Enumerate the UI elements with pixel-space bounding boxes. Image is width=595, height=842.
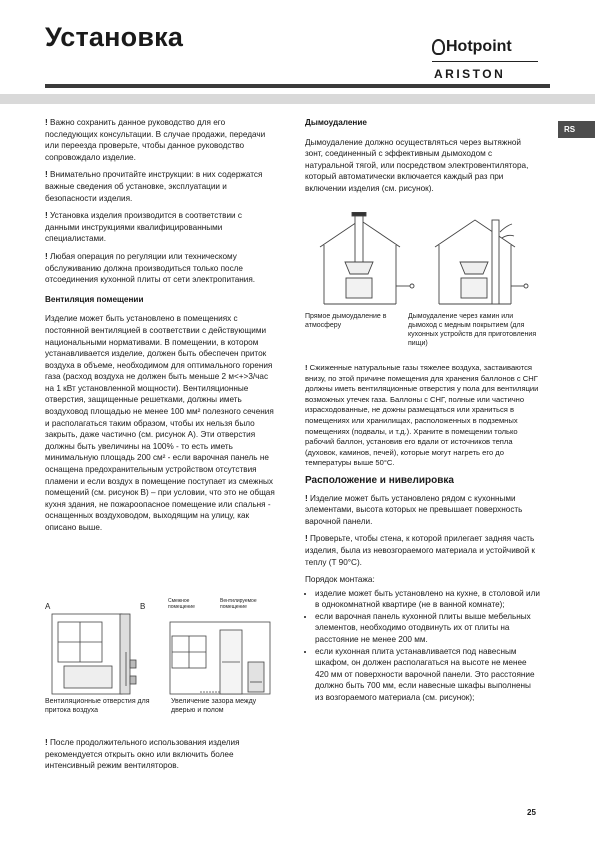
smoke-figures <box>305 212 545 362</box>
ventilation-illustration <box>50 612 275 697</box>
smoke-illustration <box>310 212 540 310</box>
right-column-lower <box>305 363 540 704</box>
placement-heading: Расположение и нивелировка <box>305 474 454 486</box>
placement-warning-2: ! Проверьте, чтобы стена, к которой прилегает задняя часть изделия, была из невозгораемого материала и устойчивой к теплу (T 90°C). <box>305 534 536 567</box>
brand-sub: ARISTON <box>434 67 506 81</box>
figure-a-label: A <box>45 602 51 611</box>
figure-b-caption: Увеличение зазора между дверью и полом <box>171 698 257 714</box>
ventilation-text: Изделие может быть установлено в помещениях с постоянной вентиляцией в соответствии с действующими национальными нормативами. В помещении, в котором устанавливается изделие, должен быть обеспечен приток воздуха в объеме, необходимом для оптимального горения газа (расход воздуха не должен быть меньше 2 м<+>3/час на 1 кВт установленной мощности). Вентиляционные отверстия, защищенные решетками, должны иметь воздуховод площадью не менее 100 мм² полезного сечения и располагаться таким образом, чтобы их нельзя было закрыть, даже частично (см. рисунок А). Эти отверстия должны быть увеличины на 100% - то есть иметь минимальную площадь 200 см² - если варочная панель не оснащена предохранительным устройством отсутствия пламени и если воздух в помещение поступает из смежных помещений (см. рисунок В) – при условии, что это не общая кухня здания, не пожароопасное помещение или спальня - оснащенных воздуховодом, выходящим на улицу, как описано выше. <box>45 314 275 532</box>
figure-b-adjacent-room: Смежное помещение <box>168 598 195 610</box>
header-rule <box>45 84 550 88</box>
warning-ventilation-use: ! После продолжительного использования изделия рекомендуется открыть окно или включить более интенсивный режим вентиляторов. <box>45 738 240 771</box>
figure-b-label: B <box>140 602 146 611</box>
install-steps-list <box>305 588 540 704</box>
left-footer-warning <box>45 737 277 778</box>
page-title: Установка <box>45 22 184 52</box>
header-band <box>0 94 595 104</box>
placement-warning-1: ! Изделие может быть установлено рядом с кухонными элементами, высота которых не превышает поверхность варочной панели. <box>305 493 523 526</box>
warning-qualified-install: ! Установка изделия производится в соответствии с данными инструкциями квалифицированными специалистами. <box>45 211 242 244</box>
warning-keep-manual: ! Важно сохранить данное руководство для его последующих консультации. В случае продажи, передачи или переезда проверьте, чтобы данное руководство сопровождало изделие. <box>45 118 266 162</box>
install-step: • если кухонная плита устанавливается под навесным шкафом, он должен располагаться на высоте не менее 420 мм от поверхности варочной панели. Это расстояние должно быть 700 мм, если навесные шкафы выполнены из возгораемого материала (см. рисунок); <box>315 646 540 704</box>
install-order-label: Порядок монтажа: <box>305 575 375 585</box>
language-tab: RS <box>558 121 595 138</box>
install-step: • изделие может быть установлено на кухне, в столовой или в однокомнатной квартире (не в ванной комнате); <box>315 588 540 611</box>
smoke-text: Дымоудаление должно осуществляться через вытяжной зонт, соединенный с эффективным дымоходом с натуральной тягой, или посредством электровентилятора, который автоматически включается каждый раз при включении изделия (см. рисунок). <box>305 137 529 193</box>
right-column <box>305 117 540 201</box>
warning-disconnect: ! Любая операция по регуляции или техническому обслуживанию должна производиться только после отсоединения кухонной плиты от сети электропитания. <box>45 251 256 285</box>
ventilation-heading: Вентиляция помещении <box>45 294 144 304</box>
brand-divider <box>432 61 538 62</box>
left-column <box>45 117 277 540</box>
install-step: • если варочная панель кухонной плиты выше мебельных элементов, необходимо отодвинуть их от плиты на расстояние не менее 200 мм. <box>315 611 540 646</box>
smoke-caption-chimney: Дымоудаление через камин или дымоход с медным покрытием (для кухонных устройств для приготовления пищи) <box>408 313 537 347</box>
page-number: 25 <box>527 808 536 817</box>
warning-lpg: ! Сжиженные натуральные газы тяжелее воздуха, застаиваются внизу, по этой причине помещения для хранения баллонов с СНГ должны иметь вентиляционные отверстия у пола для вентиляции возможных утечек газа. Баллоны с СНГ, полные или частично израсходованные, не дожны размещаться или храниться в помещениях или хранилищах, расположенных в подземных помещениях (подвалы, и т.д.). Храните в помещении только рабочий баллон, установив его вдали от источников тепла (духовок, каминов, печей), которые могут нагреть его до температуры выше 50°C. <box>305 363 539 468</box>
figure-b-ventilated-room: Вентилируемое помещение <box>220 598 257 610</box>
smoke-caption-direct: Прямое дымоудаление в атмосферу <box>305 313 387 329</box>
warning-read-instructions: ! Внимательно прочитайте инструкции: в них содержатся важные сведения об установке, эксплуатации и безопасности изделия. <box>45 170 263 203</box>
brand-logo-icon <box>432 39 445 55</box>
brand-name: Hotpoint <box>446 38 512 55</box>
smoke-heading: Дымоудаление <box>305 118 367 127</box>
figure-a-caption: Вентиляционные отверстия для притока воздуха <box>45 698 150 714</box>
ventilation-figures <box>45 598 285 714</box>
